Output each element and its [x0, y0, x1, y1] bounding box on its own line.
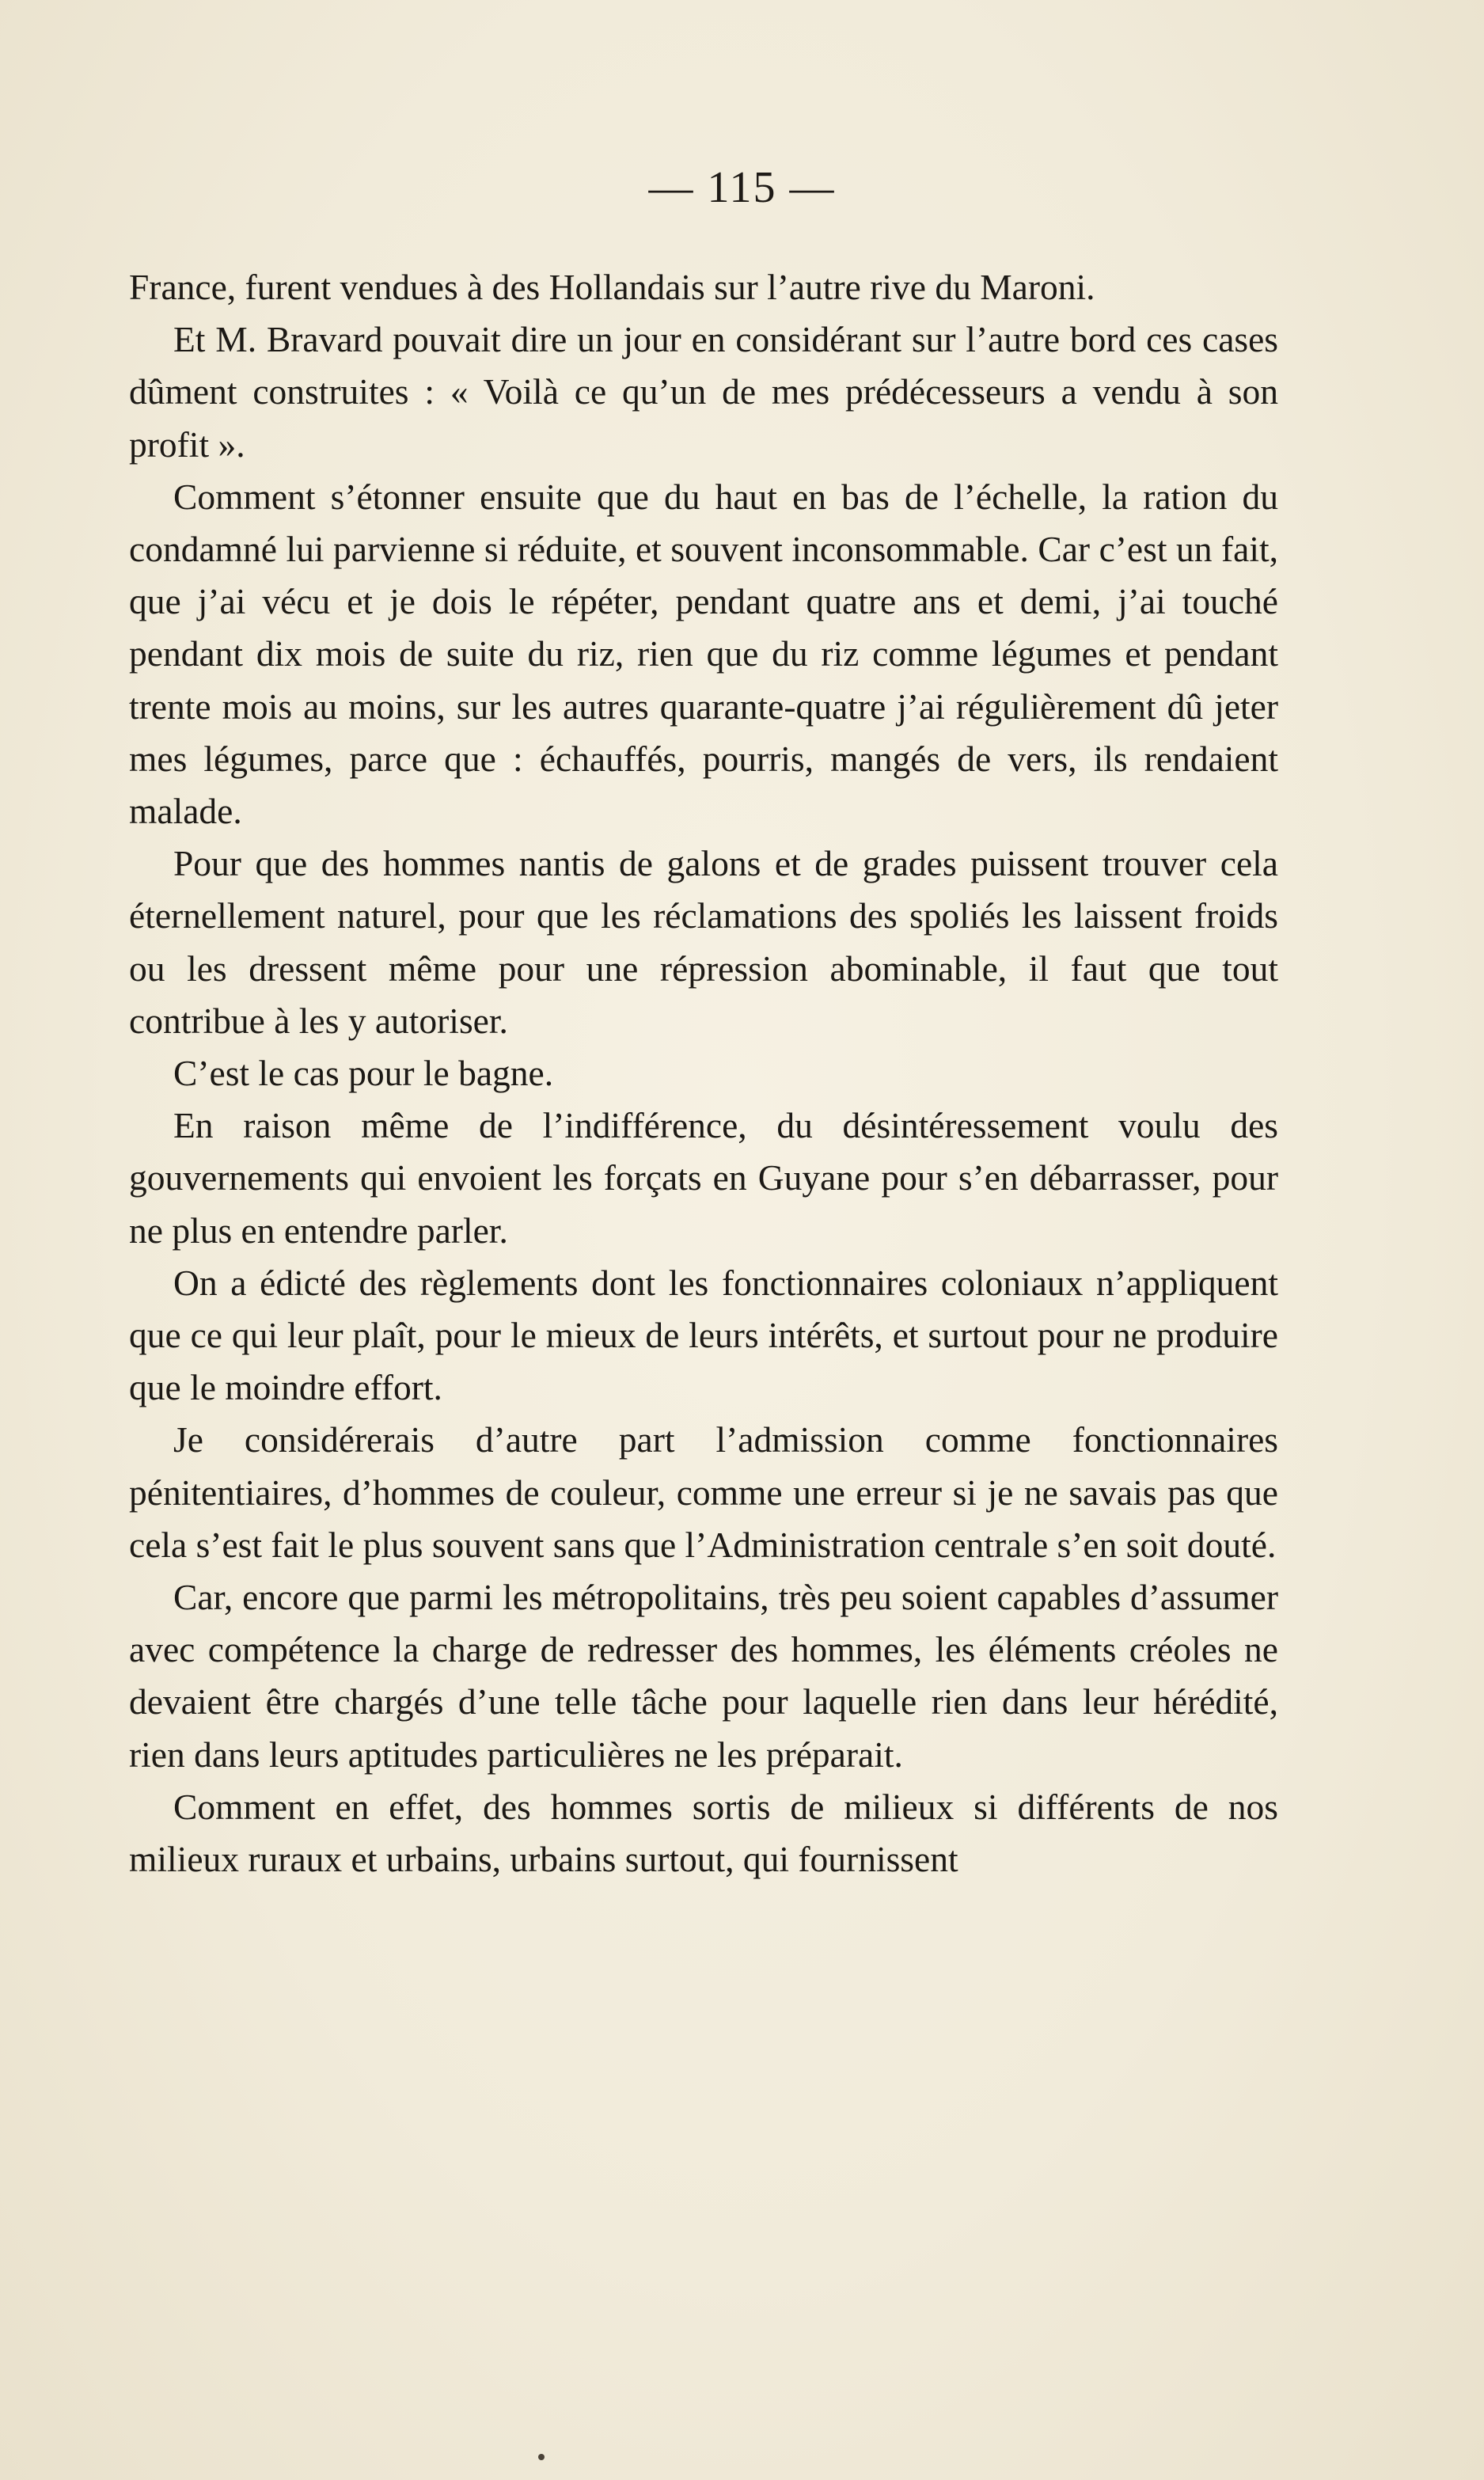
paragraph: Comment s’étonner ensuite que du haut en bas de l’échelle, la ration du condamné lui parvienne si réduite, et souvent inconsommable. Car c’est un fait, que j’ai vécu et je dois le répéter, pendant quatre ans et demi, j’ai touché pendant dix mois de suite du riz, rien que du riz comme légumes et pendant trente mois au moins, sur les autres quarante-quatre j’ai régulièrement dû jeter mes légumes, parce que : échauffés, pourris, mangés de vers, ils rendaient malade. — [129, 476, 1278, 832]
paragraph: En raison même de l’indifférence, du désintéressement voulu des gouvernements qui envoient les forçats en Guyane pour s’en débarrasser, pour ne plus en entendre parler. — [129, 1105, 1278, 1251]
paragraph: France, furent vendues à des Hollandais sur l’autre rive du Maroni. — [129, 267, 1095, 307]
paragraph: Car, encore que parmi les métropolitains, très peu soient capables d’assumer avec compétence la charge de redresser des hommes, les éléments créoles ne devaient être chargés d’une telle tâche pour laquelle rien dans leur hérédité, rien dans leurs aptitudes particulières ne les préparait. — [129, 1577, 1278, 1775]
paragraph: C’est le cas pour le bagne. — [173, 1053, 554, 1094]
paragraph: Je considérerais d’autre part l’admission comme fonctionnaires pénitentiaires, d’hommes de couleur, comme une erreur si je ne savais pas que cela s’est fait le plus souvent sans que l’Administration centrale s’en soit douté. — [129, 1419, 1278, 1565]
body-text — [129, 261, 1278, 1886]
paper-speck — [538, 2454, 545, 2460]
paragraph: Comment en effet, des hommes sortis de milieux si différents de nos milieux ruraux et urbains, urbains surtout, qui fournissent — [129, 1786, 1278, 1880]
paragraph: Pour que des hommes nantis de galons et de grades puissent trouver cela éternellement naturel, pour que les réclamations des spoliés les laissent froids ou les dressent même pour une répression abominable, il faut que tout contribue à les y autoriser. — [129, 843, 1278, 1041]
paragraph: Et M. Bravard pouvait dire un jour en considérant sur l’autre bord ces cases dûment construites : « Voilà ce qu’un de mes prédécesseurs a vendu à son profit ». — [129, 319, 1278, 465]
page-number: — 115 — — [648, 163, 836, 212]
paragraph: On a édicté des règlements dont les fonctionnaires coloniaux n’appliquent que ce qui leur plaît, pour le mieux de leurs intérêts, et surtout pour ne produire que le moindre effort. — [129, 1262, 1278, 1408]
